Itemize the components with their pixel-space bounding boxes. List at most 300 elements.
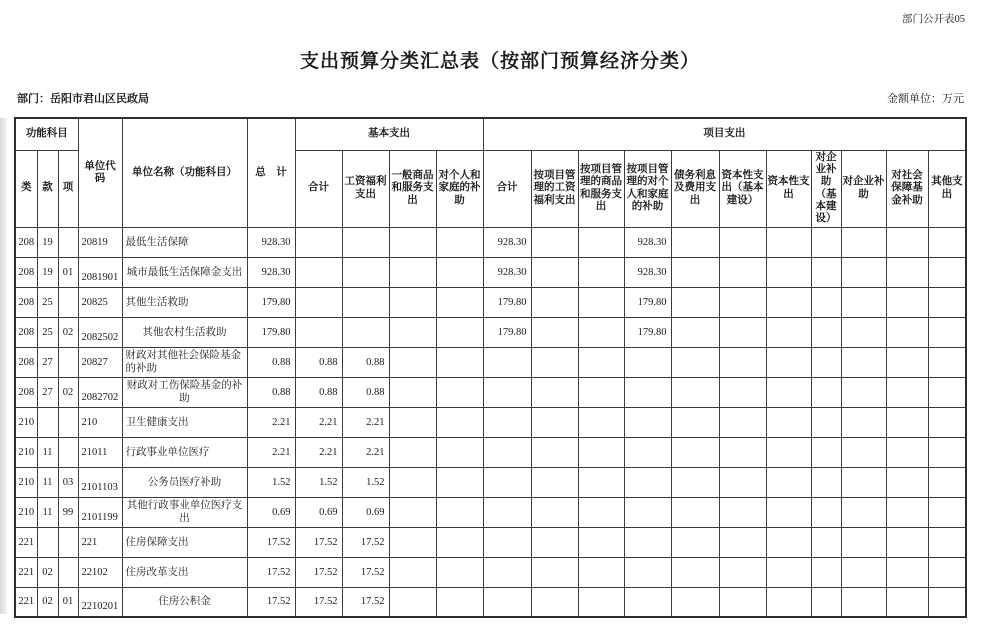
header-func-group: 功能科目 (15, 118, 78, 150)
cell-proj-goods-services (578, 257, 624, 287)
cell-proj-capital (766, 497, 811, 527)
cell-proj-goods-services (578, 467, 624, 497)
cell-basic-salary-welfare (342, 227, 389, 257)
cell-proj-enterprise-construction (811, 347, 841, 377)
cell-basic-personal-family (436, 257, 483, 287)
header-proj-other: 其他支出 (928, 150, 966, 227)
cell-proj-capital-construction (719, 587, 766, 617)
table-row (15, 227, 966, 257)
cell-proj-capital-construction (719, 557, 766, 587)
cell-basic-personal-family (436, 467, 483, 497)
cell-unit-code: 221 (78, 527, 122, 557)
cell-item (58, 437, 78, 467)
cell-proj-social-security-fund (886, 227, 928, 257)
cell-total: 179.80 (247, 317, 295, 347)
cell-proj-capital (766, 467, 811, 497)
table-row (15, 557, 966, 587)
cell-proj-salary-welfare (531, 437, 578, 467)
cell-basic-subtotal (295, 257, 342, 287)
cell-basic-salary-welfare (342, 317, 389, 347)
cell-proj-enterprise-construction (811, 587, 841, 617)
cell-basic-goods-services (389, 377, 436, 407)
cell-basic-personal-family (436, 407, 483, 437)
cell-proj-capital-construction (719, 437, 766, 467)
cell-basic-personal-family (436, 377, 483, 407)
cell-proj-social-security-fund (886, 257, 928, 287)
cell-proj-enterprise (841, 467, 886, 497)
cell-class: 210 (15, 497, 37, 527)
cell-basic-personal-family (436, 437, 483, 467)
cell-basic-personal-family (436, 527, 483, 557)
cell-item (58, 347, 78, 377)
table-row (15, 407, 966, 437)
cell-proj-subtotal (483, 587, 531, 617)
table-row (15, 257, 966, 287)
cell-section (37, 407, 58, 437)
table-row (15, 437, 966, 467)
cell-proj-enterprise (841, 437, 886, 467)
cell-proj-enterprise (841, 557, 886, 587)
cell-basic-salary-welfare: 17.52 (342, 557, 389, 587)
header-proj-debt-interest: 债务利息及费用支出 (671, 150, 719, 227)
doc-number: 部门公开表05 (902, 14, 965, 25)
page-edge-shadow (0, 118, 7, 614)
cell-basic-subtotal (295, 287, 342, 317)
cell-total: 17.52 (247, 527, 295, 557)
cell-proj-subtotal: 179.80 (483, 287, 531, 317)
cell-total: 0.69 (247, 497, 295, 527)
table-row (15, 377, 966, 407)
cell-proj-other (928, 467, 966, 497)
cell-proj-subtotal (483, 377, 531, 407)
cell-proj-enterprise-construction (811, 467, 841, 497)
cell-proj-social-security-fund (886, 437, 928, 467)
cell-proj-capital-construction (719, 377, 766, 407)
cell-proj-other (928, 437, 966, 467)
cell-class: 208 (15, 227, 37, 257)
cell-proj-social-security-fund (886, 347, 928, 377)
cell-basic-goods-services (389, 287, 436, 317)
cell-proj-goods-services (578, 407, 624, 437)
header-proj-social-security-fund: 对社会保障基金补助 (886, 150, 928, 227)
cell-proj-subtotal (483, 497, 531, 527)
header-proj-subtotal: 合计 (483, 150, 531, 227)
table-row (15, 317, 966, 347)
cell-proj-capital (766, 437, 811, 467)
amount-unit-label: 金额单位：万元 (887, 93, 964, 105)
header-proj-enterprise: 对企业补助 (841, 150, 886, 227)
cell-proj-personal-family (624, 437, 671, 467)
cell-basic-goods-services (389, 407, 436, 437)
cell-proj-goods-services (578, 527, 624, 557)
cell-proj-capital-construction (719, 467, 766, 497)
header-cat-class: 类 (15, 150, 37, 227)
cell-unit-name: 其他生活救助 (122, 287, 247, 317)
cell-section: 02 (37, 557, 58, 587)
cell-basic-salary-welfare (342, 287, 389, 317)
cell-class: 210 (15, 407, 37, 437)
cell-unit-name: 城市最低生活保障金支出 (122, 257, 247, 287)
cell-basic-subtotal (295, 227, 342, 257)
cell-proj-debt-interest (671, 587, 719, 617)
cell-total: 179.80 (247, 287, 295, 317)
cell-proj-debt-interest (671, 347, 719, 377)
cell-total: 0.88 (247, 377, 295, 407)
cell-proj-other (928, 287, 966, 317)
cell-section: 25 (37, 317, 58, 347)
cell-proj-salary-welfare (531, 347, 578, 377)
cell-basic-salary-welfare: 2.21 (342, 437, 389, 467)
cell-proj-other (928, 407, 966, 437)
cell-proj-other (928, 347, 966, 377)
cell-section (37, 527, 58, 557)
cell-proj-subtotal: 179.80 (483, 317, 531, 347)
cell-section: 19 (37, 257, 58, 287)
cell-proj-capital-construction (719, 527, 766, 557)
cell-proj-debt-interest (671, 257, 719, 287)
cell-proj-salary-welfare (531, 377, 578, 407)
cell-unit-name: 行政事业单位医疗 (122, 437, 247, 467)
cell-basic-goods-services (389, 587, 436, 617)
cell-basic-personal-family (436, 317, 483, 347)
cell-proj-other (928, 377, 966, 407)
cell-basic-subtotal (295, 317, 342, 347)
cell-proj-debt-interest (671, 407, 719, 437)
cell-proj-enterprise-construction (811, 527, 841, 557)
cell-unit-name: 住房保障支出 (122, 527, 247, 557)
table-row (15, 497, 966, 527)
cell-proj-subtotal (483, 347, 531, 377)
cell-proj-goods-services (578, 557, 624, 587)
cell-class: 210 (15, 437, 37, 467)
cell-basic-subtotal: 2.21 (295, 407, 342, 437)
cell-proj-capital-construction (719, 317, 766, 347)
cell-proj-capital (766, 347, 811, 377)
department-label: 部门：岳阳市君山区民政局 (17, 93, 149, 105)
cell-class: 208 (15, 287, 37, 317)
cell-proj-capital (766, 527, 811, 557)
cell-proj-debt-interest (671, 527, 719, 557)
cell-unit-code: 2081901 (78, 257, 122, 287)
cell-basic-salary-welfare: 0.69 (342, 497, 389, 527)
cell-section: 25 (37, 287, 58, 317)
cell-basic-subtotal: 1.52 (295, 467, 342, 497)
cell-unit-code: 2082702 (78, 377, 122, 407)
cell-basic-personal-family (436, 587, 483, 617)
cell-section: 27 (37, 347, 58, 377)
cell-unit-name: 财政对工伤保险基金的补助 (122, 377, 247, 407)
cell-section: 11 (37, 497, 58, 527)
cell-proj-capital-construction (719, 227, 766, 257)
cell-proj-salary-welfare (531, 557, 578, 587)
cell-proj-capital (766, 317, 811, 347)
cell-basic-personal-family (436, 557, 483, 587)
cell-item: 99 (58, 497, 78, 527)
cell-proj-capital-construction (719, 257, 766, 287)
cell-basic-subtotal: 0.69 (295, 497, 342, 527)
header-basic-personal-family: 对个人和家庭的补助 (436, 150, 483, 227)
cell-basic-goods-services (389, 227, 436, 257)
header-proj-goods-services: 按项目管理的商品和服务支出 (578, 150, 624, 227)
cell-proj-social-security-fund (886, 287, 928, 317)
cell-unit-name: 其他行政事业单位医疗支出 (122, 497, 247, 527)
cell-basic-subtotal: 17.52 (295, 587, 342, 617)
header-cat-item: 项 (58, 150, 78, 227)
cell-basic-personal-family (436, 347, 483, 377)
header-proj-personal-family: 按项目管理的对个人和家庭的补助 (624, 150, 671, 227)
cell-unit-code: 2101199 (78, 497, 122, 527)
cell-proj-enterprise-construction (811, 437, 841, 467)
table-row (15, 287, 966, 317)
cell-basic-subtotal: 0.88 (295, 347, 342, 377)
cell-section: 11 (37, 437, 58, 467)
cell-proj-other (928, 257, 966, 287)
cell-unit-name: 其他农村生活救助 (122, 317, 247, 347)
cell-item (58, 557, 78, 587)
cell-class: 221 (15, 557, 37, 587)
cell-proj-capital (766, 287, 811, 317)
cell-proj-personal-family (624, 527, 671, 557)
cell-proj-capital (766, 377, 811, 407)
cell-proj-social-security-fund (886, 407, 928, 437)
cell-total: 928.30 (247, 227, 295, 257)
cell-basic-goods-services (389, 527, 436, 557)
cell-proj-subtotal (483, 437, 531, 467)
cell-proj-personal-family: 179.80 (624, 287, 671, 317)
cell-proj-debt-interest (671, 437, 719, 467)
cell-basic-subtotal: 17.52 (295, 557, 342, 587)
cell-proj-enterprise-construction (811, 227, 841, 257)
cell-proj-enterprise (841, 347, 886, 377)
header-basic-goods-services: 一般商品和服务支出 (389, 150, 436, 227)
cell-total: 1.52 (247, 467, 295, 497)
cell-proj-other (928, 557, 966, 587)
cell-proj-salary-welfare (531, 497, 578, 527)
cell-proj-enterprise-construction (811, 257, 841, 287)
cell-proj-enterprise (841, 527, 886, 557)
cell-basic-goods-services (389, 467, 436, 497)
cell-basic-subtotal: 17.52 (295, 527, 342, 557)
cell-item: 03 (58, 467, 78, 497)
cell-proj-subtotal (483, 527, 531, 557)
cell-proj-subtotal: 928.30 (483, 257, 531, 287)
cell-proj-debt-interest (671, 557, 719, 587)
cell-basic-subtotal: 2.21 (295, 437, 342, 467)
cell-class: 208 (15, 377, 37, 407)
cell-basic-personal-family (436, 227, 483, 257)
cell-proj-salary-welfare (531, 467, 578, 497)
cell-proj-debt-interest (671, 287, 719, 317)
cell-unit-code: 2101103 (78, 467, 122, 497)
table-row (15, 587, 966, 617)
cell-proj-capital (766, 557, 811, 587)
cell-proj-personal-family (624, 557, 671, 587)
cell-proj-enterprise (841, 407, 886, 437)
cell-proj-salary-welfare (531, 587, 578, 617)
cell-proj-subtotal (483, 467, 531, 497)
cell-proj-goods-services (578, 437, 624, 467)
cell-basic-subtotal: 0.88 (295, 377, 342, 407)
cell-proj-social-security-fund (886, 467, 928, 497)
cell-class: 221 (15, 527, 37, 557)
table-body (15, 227, 966, 617)
cell-class: 208 (15, 257, 37, 287)
header-unit-name: 单位名称（功能科目） (122, 118, 247, 227)
cell-proj-capital (766, 257, 811, 287)
cell-class: 210 (15, 467, 37, 497)
cell-proj-salary-welfare (531, 227, 578, 257)
table-row (15, 347, 966, 377)
cell-proj-enterprise (841, 227, 886, 257)
table-row (15, 527, 966, 557)
cell-section: 27 (37, 377, 58, 407)
cell-proj-personal-family: 179.80 (624, 317, 671, 347)
cell-proj-enterprise-construction (811, 287, 841, 317)
cell-proj-enterprise (841, 257, 886, 287)
cell-basic-personal-family (436, 287, 483, 317)
cell-proj-personal-family (624, 407, 671, 437)
cell-proj-enterprise (841, 287, 886, 317)
cell-proj-goods-services (578, 317, 624, 347)
cell-total: 2.21 (247, 407, 295, 437)
cell-proj-goods-services (578, 587, 624, 617)
cell-item: 02 (58, 377, 78, 407)
cell-proj-enterprise-construction (811, 407, 841, 437)
cell-proj-salary-welfare (531, 257, 578, 287)
cell-proj-enterprise (841, 587, 886, 617)
cell-basic-salary-welfare (342, 257, 389, 287)
cell-unit-code: 210 (78, 407, 122, 437)
cell-proj-enterprise-construction (811, 497, 841, 527)
cell-basic-goods-services (389, 497, 436, 527)
cell-proj-personal-family: 928.30 (624, 257, 671, 287)
cell-unit-name: 公务员医疗补助 (122, 467, 247, 497)
header-basic-salary-welfare: 工资福利支出 (342, 150, 389, 227)
cell-proj-goods-services (578, 227, 624, 257)
cell-class: 221 (15, 587, 37, 617)
cell-proj-enterprise-construction (811, 557, 841, 587)
cell-item (58, 287, 78, 317)
header-proj-capital: 资本性支出 (766, 150, 811, 227)
cell-proj-enterprise (841, 317, 886, 347)
meta-row (17, 90, 964, 106)
cell-basic-salary-welfare: 0.88 (342, 347, 389, 377)
cell-section: 11 (37, 467, 58, 497)
header-proj-enterprise-construction: 对企业补助（基本建设） (811, 150, 841, 227)
cell-proj-personal-family (624, 377, 671, 407)
cell-proj-debt-interest (671, 377, 719, 407)
cell-item: 01 (58, 587, 78, 617)
header-proj-capital-construction: 资本性支出（基本建设） (719, 150, 766, 227)
cell-proj-personal-family (624, 497, 671, 527)
cell-item (58, 227, 78, 257)
header-unit-code: 单位代码 (78, 118, 122, 227)
header-basic-group: 基本支出 (295, 118, 483, 150)
cell-unit-code: 20819 (78, 227, 122, 257)
page-title: 支出预算分类汇总表（按部门预算经济分类） (299, 51, 700, 72)
cell-proj-salary-welfare (531, 287, 578, 317)
cell-proj-salary-welfare (531, 407, 578, 437)
cell-basic-goods-services (389, 317, 436, 347)
cell-proj-enterprise (841, 377, 886, 407)
cell-proj-goods-services (578, 377, 624, 407)
cell-total: 17.52 (247, 557, 295, 587)
header-cat-section: 款 (37, 150, 58, 227)
cell-proj-capital-construction (719, 407, 766, 437)
cell-basic-personal-family (436, 497, 483, 527)
table-header (15, 118, 966, 227)
cell-total: 928.30 (247, 257, 295, 287)
cell-item: 02 (58, 317, 78, 347)
cell-item: 01 (58, 257, 78, 287)
cell-section: 19 (37, 227, 58, 257)
cell-proj-debt-interest (671, 227, 719, 257)
cell-proj-enterprise-construction (811, 377, 841, 407)
cell-proj-social-security-fund (886, 497, 928, 527)
cell-item (58, 407, 78, 437)
cell-basic-salary-welfare: 17.52 (342, 587, 389, 617)
cell-unit-code: 22102 (78, 557, 122, 587)
cell-section: 02 (37, 587, 58, 617)
cell-proj-social-security-fund (886, 377, 928, 407)
cell-proj-capital (766, 407, 811, 437)
cell-unit-name: 住房公积金 (122, 587, 247, 617)
header-proj-salary-welfare: 按项目管理的工资福利支出 (531, 150, 578, 227)
cell-proj-capital-construction (719, 347, 766, 377)
header-grand-total: 总 计 (247, 118, 295, 227)
cell-basic-salary-welfare: 1.52 (342, 467, 389, 497)
cell-proj-goods-services (578, 497, 624, 527)
cell-total: 0.88 (247, 347, 295, 377)
cell-proj-personal-family: 928.30 (624, 227, 671, 257)
cell-proj-debt-interest (671, 317, 719, 347)
cell-basic-goods-services (389, 557, 436, 587)
cell-proj-capital (766, 587, 811, 617)
cell-basic-goods-services (389, 257, 436, 287)
cell-basic-salary-welfare: 0.88 (342, 377, 389, 407)
cell-unit-name: 最低生活保障 (122, 227, 247, 257)
cell-proj-social-security-fund (886, 527, 928, 557)
cell-proj-salary-welfare (531, 527, 578, 557)
cell-unit-name: 卫生健康支出 (122, 407, 247, 437)
cell-proj-social-security-fund (886, 587, 928, 617)
cell-proj-personal-family (624, 347, 671, 377)
cell-basic-goods-services (389, 347, 436, 377)
budget-table (14, 117, 967, 618)
cell-unit-code: 2082502 (78, 317, 122, 347)
cell-proj-enterprise-construction (811, 317, 841, 347)
cell-unit-code: 21011 (78, 437, 122, 467)
cell-class: 208 (15, 317, 37, 347)
cell-total: 17.52 (247, 587, 295, 617)
cell-proj-capital-construction (719, 497, 766, 527)
cell-proj-subtotal (483, 557, 531, 587)
cell-unit-code: 20827 (78, 347, 122, 377)
cell-proj-personal-family (624, 467, 671, 497)
cell-proj-social-security-fund (886, 557, 928, 587)
cell-proj-debt-interest (671, 497, 719, 527)
cell-proj-other (928, 497, 966, 527)
cell-basic-salary-welfare: 17.52 (342, 527, 389, 557)
header-basic-subtotal: 合计 (295, 150, 342, 227)
cell-proj-other (928, 527, 966, 557)
table-row (15, 467, 966, 497)
cell-proj-other (928, 587, 966, 617)
cell-proj-capital (766, 227, 811, 257)
cell-item (58, 527, 78, 557)
cell-proj-goods-services (578, 287, 624, 317)
cell-proj-goods-services (578, 347, 624, 377)
